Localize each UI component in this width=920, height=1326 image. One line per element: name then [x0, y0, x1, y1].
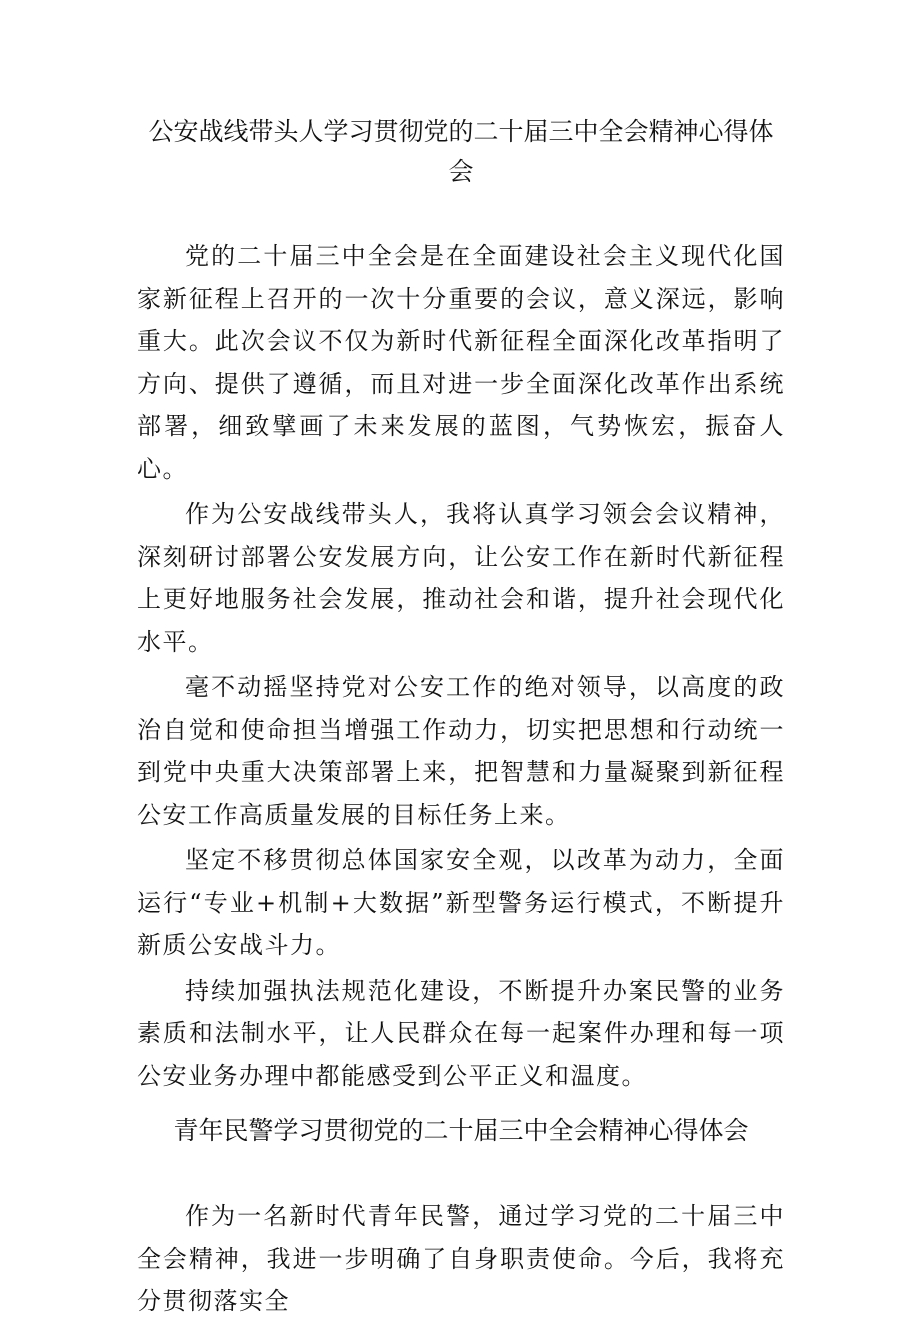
paragraph: 作为公安战线带头人，我将认真学习领会会议精神，深刻研讨部署公安发展方向，让公安工作在新时代新征程上更好地服务社会发展，推动社会和谐，提升社会现代化水平。 — [137, 500, 785, 656]
paragraph: 毫不动摇坚持党对公安工作的绝对领导，以高度的政治自觉和使命担当增强工作动力，切实把思想和行动统一到党中央重大决策部署上来，把智慧和力量凝聚到新征程公安工作高质量发展的目标任务上来。 — [137, 673, 785, 829]
document-content — [137, 112, 785, 1326]
paragraph: 坚定不移贯彻总体国家安全观，以改革为动力，全面运行“专业+机制+大数据”新型警务运行模式，不断提升新质公安战斗力。 — [137, 846, 785, 959]
article-title-1: 公安战线带头人学习贯彻党的二十届三中全会精神心得体会 — [148, 117, 774, 186]
article-title-2: 青年民警学习贯彻党的二十届三中全会精神心得体会 — [173, 1116, 749, 1145]
article-section-2 — [137, 1111, 785, 1323]
paragraph: 作为一名新时代青年民警，通过学习党的二十届三中全会精神，我进一步明确了自身职责使命。今后，我将充分贯彻落实全 — [137, 1202, 785, 1315]
article-body-1 — [137, 235, 785, 1097]
article-section-1 — [137, 112, 785, 1097]
article-body-2 — [137, 1195, 785, 1323]
paragraph: 党的二十届三中全会是在全面建设社会主义现代化国家新征程上召开的一次十分重要的会议，意义深远，影响重大。此次会议不仅为新时代新征程全面深化改革指明了方向、提供了遵循，而且对进一步全面深化改革作出系统部署，细致擘画了未来发展的蓝图，气势恢宏，振奋人心。 — [137, 242, 785, 483]
paragraph: 持续加强执法规范化建设，不断提升办案民警的业务素质和法制水平，让人民群众在每一起案件办理和每一项公安业务办理中都能感受到公平正义和温度。 — [137, 976, 785, 1090]
